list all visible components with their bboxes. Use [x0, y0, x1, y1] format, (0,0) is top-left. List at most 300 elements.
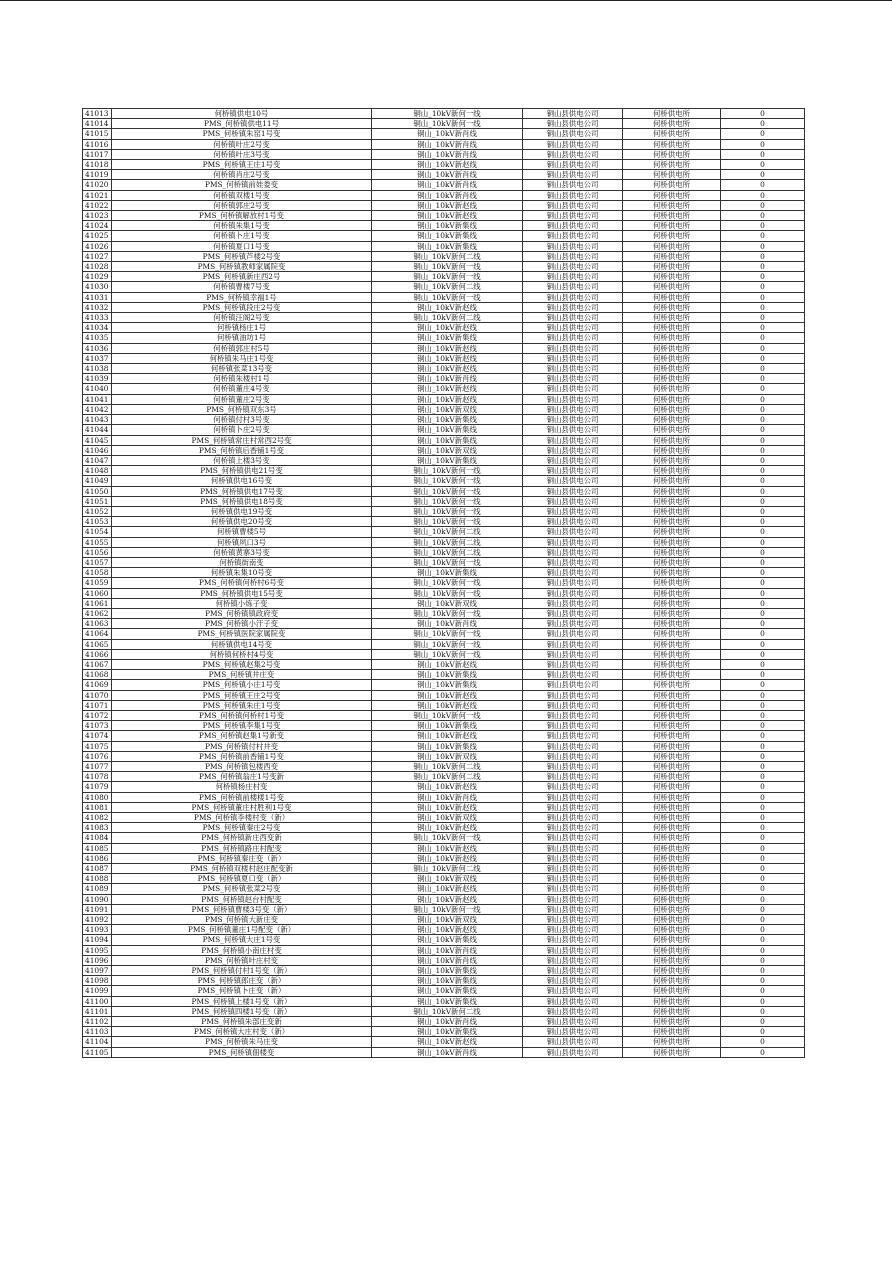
- feeder-line-cell: 铜山_10kV新赵线: [372, 364, 523, 374]
- company-cell: 铜山县供电公司: [523, 435, 623, 445]
- company-cell: 铜山县供电公司: [523, 1037, 623, 1047]
- transformer-name-cell: PMS_何桥镇朱部庄变新: [112, 1017, 372, 1027]
- transformer-name-cell: PMS_何桥镇大新庄变: [112, 915, 372, 925]
- table-row: [83, 629, 805, 639]
- id-cell: 41097: [83, 966, 112, 976]
- transformer-name-cell: 何桥镇供电10号: [112, 109, 372, 119]
- transformer-name-cell: 何桥镇杨庄1号: [112, 323, 372, 333]
- table-row: [83, 639, 805, 649]
- company-cell: 铜山县供电公司: [523, 853, 623, 863]
- transformer-name-cell: PMS_何桥镇王庄1号变: [112, 160, 372, 170]
- id-cell: 41029: [83, 272, 112, 282]
- table-row: [83, 323, 805, 333]
- id-cell: 41035: [83, 333, 112, 343]
- station-cell: 何桥供电所: [623, 1006, 721, 1016]
- station-cell: 何桥供电所: [623, 884, 721, 894]
- station-cell: 何桥供电所: [623, 374, 721, 384]
- value-cell: 0: [721, 690, 805, 700]
- value-cell: 0: [721, 884, 805, 894]
- station-cell: 何桥供电所: [623, 129, 721, 139]
- feeder-line-cell: 铜山_10kV新肖线: [372, 374, 523, 384]
- id-cell: 41088: [83, 874, 112, 884]
- table-row: [83, 333, 805, 343]
- feeder-line-cell: 铜山_10kV新赵线: [372, 782, 523, 792]
- transformer-name-cell: PMS_何桥镇前楼楼1号变: [112, 792, 372, 802]
- value-cell: 0: [721, 659, 805, 669]
- transformer-name-cell: PMS_何桥镇曹楼3号变（新）: [112, 904, 372, 914]
- company-cell: 铜山县供电公司: [523, 935, 623, 945]
- id-cell: 41104: [83, 1037, 112, 1047]
- feeder-line-cell: 铜山_10kV新肖线: [372, 619, 523, 629]
- value-cell: 0: [721, 170, 805, 180]
- table-row: [83, 160, 805, 170]
- id-cell: 41105: [83, 1047, 112, 1057]
- id-cell: 41064: [83, 629, 112, 639]
- transformer-name-cell: 何桥镇杨庄村变: [112, 782, 372, 792]
- company-cell: 铜山县供电公司: [523, 425, 623, 435]
- feeder-line-cell: 铜山_10kV新赵线: [372, 731, 523, 741]
- company-cell: 铜山县供电公司: [523, 690, 623, 700]
- id-cell: 41032: [83, 302, 112, 312]
- id-cell: 41034: [83, 323, 112, 333]
- feeder-line-cell: 铜山_10kV新集线: [372, 415, 523, 425]
- station-cell: 何桥供电所: [623, 435, 721, 445]
- feeder-line-cell: 铜山_10kV新何一线: [372, 833, 523, 843]
- table-row: [83, 231, 805, 241]
- company-cell: 铜山县供电公司: [523, 374, 623, 384]
- id-cell: 41042: [83, 404, 112, 414]
- table-row: [83, 455, 805, 465]
- id-cell: 41081: [83, 802, 112, 812]
- value-cell: 0: [721, 935, 805, 945]
- transformer-name-cell: PMS_何桥镇新庄西2号: [112, 272, 372, 282]
- table-row: [83, 700, 805, 710]
- company-cell: 铜山县供电公司: [523, 659, 623, 669]
- id-cell: 41103: [83, 1027, 112, 1037]
- station-cell: 何桥供电所: [623, 680, 721, 690]
- table-row: [83, 241, 805, 251]
- transformer-name-cell: PMS_何桥镇董庄村胜利1号变: [112, 802, 372, 812]
- id-cell: 41040: [83, 384, 112, 394]
- id-cell: 41059: [83, 578, 112, 588]
- transformer-name-cell: PMS_何桥镇叶庄村变: [112, 955, 372, 965]
- id-cell: 41079: [83, 782, 112, 792]
- transformer-name-cell: 何桥镇朱集1号变: [112, 221, 372, 231]
- transformer-name-cell: PMS_何桥镇上楼1号变（新）: [112, 996, 372, 1006]
- table-row: [83, 568, 805, 578]
- feeder-line-cell: 铜山_10kV新集线: [372, 966, 523, 976]
- id-cell: 41057: [83, 557, 112, 567]
- station-cell: 何桥供电所: [623, 864, 721, 874]
- transformer-name-cell: PMS_何桥镇佃楼变: [112, 1047, 372, 1057]
- station-cell: 何桥供电所: [623, 425, 721, 435]
- station-cell: 何桥供电所: [623, 221, 721, 231]
- company-cell: 铜山县供电公司: [523, 568, 623, 578]
- table-row: [83, 1006, 805, 1016]
- transformer-name-cell: PMS_何桥镇双楼村赵庄配变新: [112, 864, 372, 874]
- table-row: [83, 996, 805, 1006]
- table-row: [83, 966, 805, 976]
- feeder-line-cell: 铜山_10kV新集线: [372, 721, 523, 731]
- value-cell: 0: [721, 782, 805, 792]
- table-row: [83, 853, 805, 863]
- transformer-name-cell: PMS_何桥镇李集1号变: [112, 721, 372, 731]
- table-row: [83, 262, 805, 272]
- station-cell: 何桥供电所: [623, 180, 721, 190]
- id-cell: 41073: [83, 721, 112, 731]
- station-cell: 何桥供电所: [623, 211, 721, 221]
- feeder-line-cell: 铜山_10kV新集线: [372, 1027, 523, 1037]
- station-cell: 何桥供电所: [623, 323, 721, 333]
- id-cell: 41025: [83, 231, 112, 241]
- value-cell: 0: [721, 200, 805, 210]
- value-cell: 0: [721, 374, 805, 384]
- table-row: [83, 415, 805, 425]
- table-row: [83, 986, 805, 996]
- company-cell: 铜山县供电公司: [523, 1027, 623, 1037]
- feeder-line-cell: 铜山_10kV新双线: [372, 813, 523, 823]
- value-cell: 0: [721, 476, 805, 486]
- transformer-name-cell: PMS_何桥镇张菜2号变: [112, 884, 372, 894]
- value-cell: 0: [721, 129, 805, 139]
- company-cell: 铜山县供电公司: [523, 231, 623, 241]
- value-cell: 0: [721, 313, 805, 323]
- transformer-name-cell: PMS_何桥镇卜庄变（新）: [112, 986, 372, 996]
- value-cell: 0: [721, 1017, 805, 1027]
- company-cell: 铜山县供电公司: [523, 915, 623, 925]
- feeder-line-cell: 铜山_10kV新双线: [372, 751, 523, 761]
- station-cell: 何桥供电所: [623, 894, 721, 904]
- station-cell: 何桥供电所: [623, 272, 721, 282]
- id-cell: 41082: [83, 813, 112, 823]
- feeder-line-cell: 铜山_10kV新集线: [372, 333, 523, 343]
- table-row: [83, 945, 805, 955]
- company-cell: 铜山县供电公司: [523, 527, 623, 537]
- feeder-line-cell: 铜山_10kV新赵线: [372, 925, 523, 935]
- id-cell: 41038: [83, 364, 112, 374]
- company-cell: 铜山县供电公司: [523, 129, 623, 139]
- id-cell: 41027: [83, 251, 112, 261]
- transformer-name-cell: 何桥镇街南变: [112, 557, 372, 567]
- feeder-line-cell: 铜山_10kV新何一线: [372, 292, 523, 302]
- transformer-name-cell: 何桥镇曹楼7号变: [112, 282, 372, 292]
- transformer-name-cell: 何桥镇油坊1号: [112, 333, 372, 343]
- transformer-name-cell: PMS_何桥镇供电15号变: [112, 588, 372, 598]
- company-cell: 铜山县供电公司: [523, 221, 623, 231]
- transformer-name-cell: PMS_何桥镇赵台村配变: [112, 894, 372, 904]
- transformer-name-cell: 何桥镇郭庄2号变: [112, 200, 372, 210]
- company-cell: 铜山县供电公司: [523, 833, 623, 843]
- transformer-name-cell: PMS_何桥镇朱马庄变: [112, 1037, 372, 1047]
- id-cell: 41013: [83, 109, 112, 119]
- id-cell: 41053: [83, 517, 112, 527]
- feeder-line-cell: 铜山_10kV新集线: [372, 741, 523, 751]
- value-cell: 0: [721, 221, 805, 231]
- feeder-line-cell: 铜山_10kV新赵线: [372, 802, 523, 812]
- table-row: [83, 527, 805, 537]
- station-cell: 何桥供电所: [623, 343, 721, 353]
- company-cell: 铜山县供电公司: [523, 700, 623, 710]
- table-row: [83, 578, 805, 588]
- company-cell: 铜山县供电公司: [523, 119, 623, 129]
- value-cell: 0: [721, 323, 805, 333]
- id-cell: 41033: [83, 313, 112, 323]
- value-cell: 0: [721, 894, 805, 904]
- station-cell: 何桥供电所: [623, 751, 721, 761]
- id-cell: 41066: [83, 649, 112, 659]
- transformer-name-cell: PMS_何桥镇供电21号变: [112, 466, 372, 476]
- company-cell: 铜山县供电公司: [523, 741, 623, 751]
- station-cell: 何桥供电所: [623, 200, 721, 210]
- feeder-line-cell: 铜山_10kV新何二线: [372, 864, 523, 874]
- transformer-name-cell: PMS_何桥镇大庄村变（新）: [112, 1027, 372, 1037]
- company-cell: 铜山县供电公司: [523, 313, 623, 323]
- company-cell: 铜山县供电公司: [523, 986, 623, 996]
- company-cell: 铜山县供电公司: [523, 649, 623, 659]
- feeder-line-cell: 铜山_10kV新赵线: [372, 200, 523, 210]
- id-cell: 41061: [83, 598, 112, 608]
- table-row: [83, 272, 805, 282]
- table-row: [83, 619, 805, 629]
- feeder-line-cell: 铜山_10kV新双线: [372, 598, 523, 608]
- value-cell: 0: [721, 976, 805, 986]
- value-cell: 0: [721, 874, 805, 884]
- feeder-line-cell: 铜山_10kV新赵线: [372, 353, 523, 363]
- table-row: [83, 282, 805, 292]
- value-cell: 0: [721, 415, 805, 425]
- company-cell: 铜山县供电公司: [523, 782, 623, 792]
- transformer-name-cell: PMS_何桥镇大庄1号变: [112, 935, 372, 945]
- feeder-line-cell: 铜山_10kV新赵线: [372, 343, 523, 353]
- transformer-name-cell: PMS_何桥镇常庄村常西2号变: [112, 435, 372, 445]
- company-cell: 铜山县供电公司: [523, 394, 623, 404]
- feeder-line-cell: 铜山_10kV新赵线: [372, 894, 523, 904]
- station-cell: 何桥供电所: [623, 945, 721, 955]
- company-cell: 铜山县供电公司: [523, 874, 623, 884]
- company-cell: 铜山县供电公司: [523, 455, 623, 465]
- table-row: [83, 608, 805, 618]
- station-cell: 何桥供电所: [623, 976, 721, 986]
- value-cell: 0: [721, 537, 805, 547]
- feeder-line-cell: 铜山_10kV新集线: [372, 976, 523, 986]
- table-row: [83, 864, 805, 874]
- company-cell: 铜山县供电公司: [523, 823, 623, 833]
- id-cell: 41017: [83, 149, 112, 159]
- value-cell: 0: [721, 180, 805, 190]
- company-cell: 铜山县供电公司: [523, 109, 623, 119]
- company-cell: 铜山县供电公司: [523, 762, 623, 772]
- station-cell: 何桥供电所: [623, 935, 721, 945]
- value-cell: 0: [721, 955, 805, 965]
- company-cell: 铜山县供电公司: [523, 670, 623, 680]
- station-cell: 何桥供电所: [623, 925, 721, 935]
- station-cell: 何桥供电所: [623, 517, 721, 527]
- value-cell: 0: [721, 455, 805, 465]
- table-row: [83, 476, 805, 486]
- id-cell: 41055: [83, 537, 112, 547]
- transformer-name-cell: 何桥镇张菜13号变: [112, 364, 372, 374]
- feeder-line-cell: 铜山_10kV新何一线: [372, 578, 523, 588]
- table-row: [83, 894, 805, 904]
- company-cell: 铜山县供电公司: [523, 384, 623, 394]
- id-cell: 41076: [83, 751, 112, 761]
- transformer-name-cell: 何桥镇朱集10号变: [112, 568, 372, 578]
- station-cell: 何桥供电所: [623, 966, 721, 976]
- station-cell: 何桥供电所: [623, 1027, 721, 1037]
- value-cell: 0: [721, 741, 805, 751]
- id-cell: 41028: [83, 262, 112, 272]
- id-cell: 41096: [83, 955, 112, 965]
- value-cell: 0: [721, 302, 805, 312]
- transformer-name-cell: PMS_何桥镇赵集2号变: [112, 659, 372, 669]
- station-cell: 何桥供电所: [623, 486, 721, 496]
- station-cell: 何桥供电所: [623, 333, 721, 343]
- feeder-line-cell: 铜山_10kV新何二线: [372, 527, 523, 537]
- value-cell: 0: [721, 149, 805, 159]
- transformer-name-cell: 何桥镇朱马庄1号变: [112, 353, 372, 363]
- station-cell: 何桥供电所: [623, 782, 721, 792]
- id-cell: 41023: [83, 211, 112, 221]
- company-cell: 铜山县供电公司: [523, 792, 623, 802]
- transformer-name-cell: 何桥镇夙口3号: [112, 537, 372, 547]
- station-cell: 何桥供电所: [623, 853, 721, 863]
- company-cell: 铜山县供电公司: [523, 160, 623, 170]
- id-cell: 41067: [83, 659, 112, 669]
- transformer-name-cell: PMS_何桥镇段庄2号变: [112, 302, 372, 312]
- station-cell: 何桥供电所: [623, 476, 721, 486]
- company-cell: 铜山县供电公司: [523, 619, 623, 629]
- table-body: [83, 109, 805, 1058]
- company-cell: 铜山县供电公司: [523, 710, 623, 720]
- table-row: [83, 129, 805, 139]
- value-cell: 0: [721, 262, 805, 272]
- company-cell: 铜山县供电公司: [523, 302, 623, 312]
- table-row: [83, 302, 805, 312]
- station-cell: 何桥供电所: [623, 404, 721, 414]
- value-cell: 0: [721, 547, 805, 557]
- id-cell: 41052: [83, 506, 112, 516]
- id-cell: 41047: [83, 455, 112, 465]
- station-cell: 何桥供电所: [623, 537, 721, 547]
- value-cell: 0: [721, 292, 805, 302]
- transformer-name-cell: PMS_何桥镇镇政府变: [112, 608, 372, 618]
- station-cell: 何桥供电所: [623, 996, 721, 1006]
- station-cell: 何桥供电所: [623, 190, 721, 200]
- value-cell: 0: [721, 762, 805, 772]
- company-cell: 铜山县供电公司: [523, 945, 623, 955]
- value-cell: 0: [721, 721, 805, 731]
- id-cell: 41020: [83, 180, 112, 190]
- value-cell: 0: [721, 231, 805, 241]
- company-cell: 铜山县供电公司: [523, 180, 623, 190]
- transformer-name-cell: 何桥镇董庄2号变: [112, 394, 372, 404]
- table-row: [83, 690, 805, 700]
- id-cell: 41022: [83, 200, 112, 210]
- transformer-name-cell: PMS_何桥镇前香铺1号变: [112, 751, 372, 761]
- id-cell: 41074: [83, 731, 112, 741]
- table-row: [83, 211, 805, 221]
- station-cell: 何桥供电所: [623, 506, 721, 516]
- value-cell: 0: [721, 710, 805, 720]
- company-cell: 铜山县供电公司: [523, 925, 623, 935]
- station-cell: 何桥供电所: [623, 1037, 721, 1047]
- table-row: [83, 435, 805, 445]
- value-cell: 0: [721, 506, 805, 516]
- feeder-line-cell: 铜山_10kV新双线: [372, 874, 523, 884]
- feeder-line-cell: 铜山_10kV新双线: [372, 445, 523, 455]
- id-cell: 41045: [83, 435, 112, 445]
- value-cell: 0: [721, 904, 805, 914]
- feeder-line-cell: 铜山_10kV新肖线: [372, 129, 523, 139]
- feeder-line-cell: 铜山_10kV新何一线: [372, 506, 523, 516]
- station-cell: 何桥供电所: [623, 843, 721, 853]
- id-cell: 41030: [83, 282, 112, 292]
- value-cell: 0: [721, 588, 805, 598]
- company-cell: 铜山县供电公司: [523, 415, 623, 425]
- station-cell: 何桥供电所: [623, 139, 721, 149]
- feeder-line-cell: 铜山_10kV新何一线: [372, 588, 523, 598]
- station-cell: 何桥供电所: [623, 915, 721, 925]
- feeder-line-cell: 铜山_10kV新赵线: [372, 659, 523, 669]
- value-cell: 0: [721, 996, 805, 1006]
- id-cell: 41051: [83, 496, 112, 506]
- table-row: [83, 180, 805, 190]
- table-row: [83, 772, 805, 782]
- station-cell: 何桥供电所: [623, 772, 721, 782]
- table-row: [83, 649, 805, 659]
- value-cell: 0: [721, 1006, 805, 1016]
- feeder-line-cell: 铜山_10kV新何二线: [372, 762, 523, 772]
- feeder-line-cell: 铜山_10kV新集线: [372, 670, 523, 680]
- station-cell: 何桥供电所: [623, 282, 721, 292]
- station-cell: 何桥供电所: [623, 802, 721, 812]
- id-cell: 41041: [83, 394, 112, 404]
- value-cell: 0: [721, 802, 805, 812]
- feeder-line-cell: 铜山_10kV新何二线: [372, 547, 523, 557]
- value-cell: 0: [721, 353, 805, 363]
- station-cell: 何桥供电所: [623, 762, 721, 772]
- value-cell: 0: [721, 517, 805, 527]
- transformer-name-cell: PMS_何桥镇夏口变（新）: [112, 874, 372, 884]
- value-cell: 0: [721, 404, 805, 414]
- feeder-line-cell: 铜山_10kV新何一线: [372, 262, 523, 272]
- station-cell: 何桥供电所: [623, 353, 721, 363]
- value-cell: 0: [721, 568, 805, 578]
- station-cell: 何桥供电所: [623, 721, 721, 731]
- id-cell: 41063: [83, 619, 112, 629]
- feeder-line-cell: 铜山_10kV新赵线: [372, 700, 523, 710]
- feeder-line-cell: 铜山_10kV新赵线: [372, 302, 523, 312]
- company-cell: 铜山县供电公司: [523, 772, 623, 782]
- id-cell: 41024: [83, 221, 112, 231]
- company-cell: 铜山县供电公司: [523, 353, 623, 363]
- feeder-line-cell: 铜山_10kV新肖线: [372, 1017, 523, 1027]
- transformer-name-cell: PMS_何桥镇解放村1号变: [112, 211, 372, 221]
- value-cell: 0: [721, 813, 805, 823]
- id-cell: 41050: [83, 486, 112, 496]
- feeder-line-cell: 铜山_10kV新肖线: [372, 139, 523, 149]
- table-row: [83, 792, 805, 802]
- value-cell: 0: [721, 639, 805, 649]
- feeder-line-cell: 铜山_10kV新集线: [372, 425, 523, 435]
- transformer-name-cell: 何桥镇供电19号变: [112, 506, 372, 516]
- company-cell: 铜山县供电公司: [523, 445, 623, 455]
- id-cell: 41018: [83, 160, 112, 170]
- station-cell: 何桥供电所: [623, 670, 721, 680]
- feeder-line-cell: 铜山_10kV新集线: [372, 986, 523, 996]
- table-row: [83, 1027, 805, 1037]
- station-cell: 何桥供电所: [623, 262, 721, 272]
